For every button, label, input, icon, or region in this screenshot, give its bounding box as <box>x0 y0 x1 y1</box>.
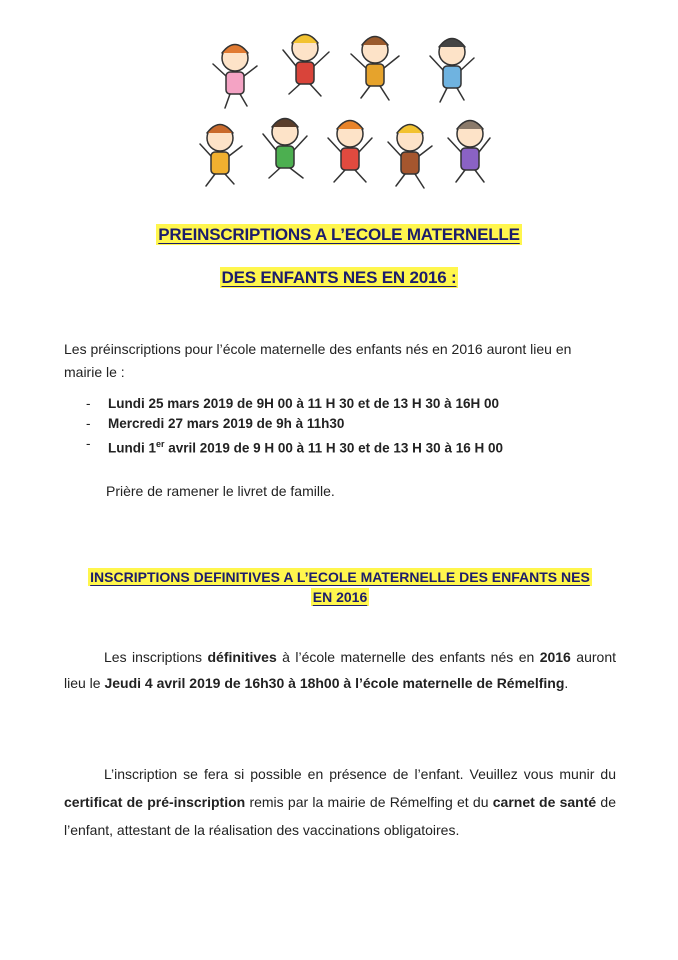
intro-paragraph <box>64 338 624 384</box>
title-line-2 <box>0 268 678 288</box>
para1-text-g: . <box>564 675 569 691</box>
jumping-children-illustration <box>190 20 500 192</box>
para1-bold-definitives: définitives <box>207 649 277 665</box>
section2-heading-line-2: EN 2016 <box>312 589 368 605</box>
para1-bold-year: 2016 <box>539 649 571 665</box>
documents-paragraph <box>64 760 616 844</box>
para1-text-e: auront lieu le <box>64 649 616 691</box>
para2-text-a: L’inscription se fera si possible en présence de l’enfant. Veuillez vous munir du <box>104 766 616 782</box>
para2-text-c: remis par la mairie de Rémelfing et du <box>245 794 493 810</box>
child-4 <box>430 39 474 103</box>
child-9 <box>448 121 490 183</box>
date-item-3 <box>86 434 503 459</box>
para2-bold-certificat: certificat de pré-inscription <box>64 794 246 810</box>
child-2 <box>283 35 329 97</box>
date-item-1: - Lundi 25 mars 2019 de 9H 00 à 11 H 30 et de 13 H 30 à 16H 00 <box>86 394 503 414</box>
para1-text-c: à l’école maternelle des enfants nés en <box>276 649 540 665</box>
date-item-2: - Mercredi 27 mars 2019 de 9h à 11h30 <box>86 414 503 434</box>
child-5 <box>200 125 242 187</box>
child-8 <box>388 125 432 189</box>
title-line-2-text: DES ENFANTS NES EN 2016 : <box>221 268 457 287</box>
child-3 <box>351 37 399 101</box>
date-item-3-day: Lundi 1 <box>108 440 156 456</box>
child-7 <box>328 121 372 183</box>
para2-text-e: de l’enfant, attestant de la réalisation des vaccinations obligatoires. <box>64 794 617 838</box>
dates-list <box>86 394 503 459</box>
date-item-3-rest: avril 2019 de 9 H 00 à 11 H 30 et de 13 H 30 à 16 H 00 <box>164 440 503 456</box>
para1-text-a: Les inscriptions <box>104 649 208 665</box>
child-6 <box>263 119 307 179</box>
definitive-inscriptions-paragraph <box>64 644 616 696</box>
section2-heading-line-1: INSCRIPTIONS DEFINITIVES A L’ECOLE MATERNELLE DES ENFANTS NES <box>90 569 590 585</box>
section2-heading <box>60 567 620 607</box>
para2-bold-carnet: carnet de santé <box>492 794 597 810</box>
para1-bold-date-place: Jeudi 4 avril 2019 de 16h30 à 18h00 à l’école maternelle de Rémelfing <box>104 675 565 691</box>
title-line-1 <box>0 225 678 245</box>
title-line-1-text: PREINSCRIPTIONS A L’ECOLE MATERNELLE <box>158 225 520 244</box>
reminder-text: Prière de ramener le livret de famille. <box>106 483 335 499</box>
date-item-3-sup: er <box>156 439 165 449</box>
intro-line-1: Les préinscriptions pour l’école maternelle des enfants nés en 2016 auront lieu en <box>64 341 572 357</box>
child-1 <box>213 45 257 109</box>
intro-line-2: mairie le : <box>64 364 125 380</box>
